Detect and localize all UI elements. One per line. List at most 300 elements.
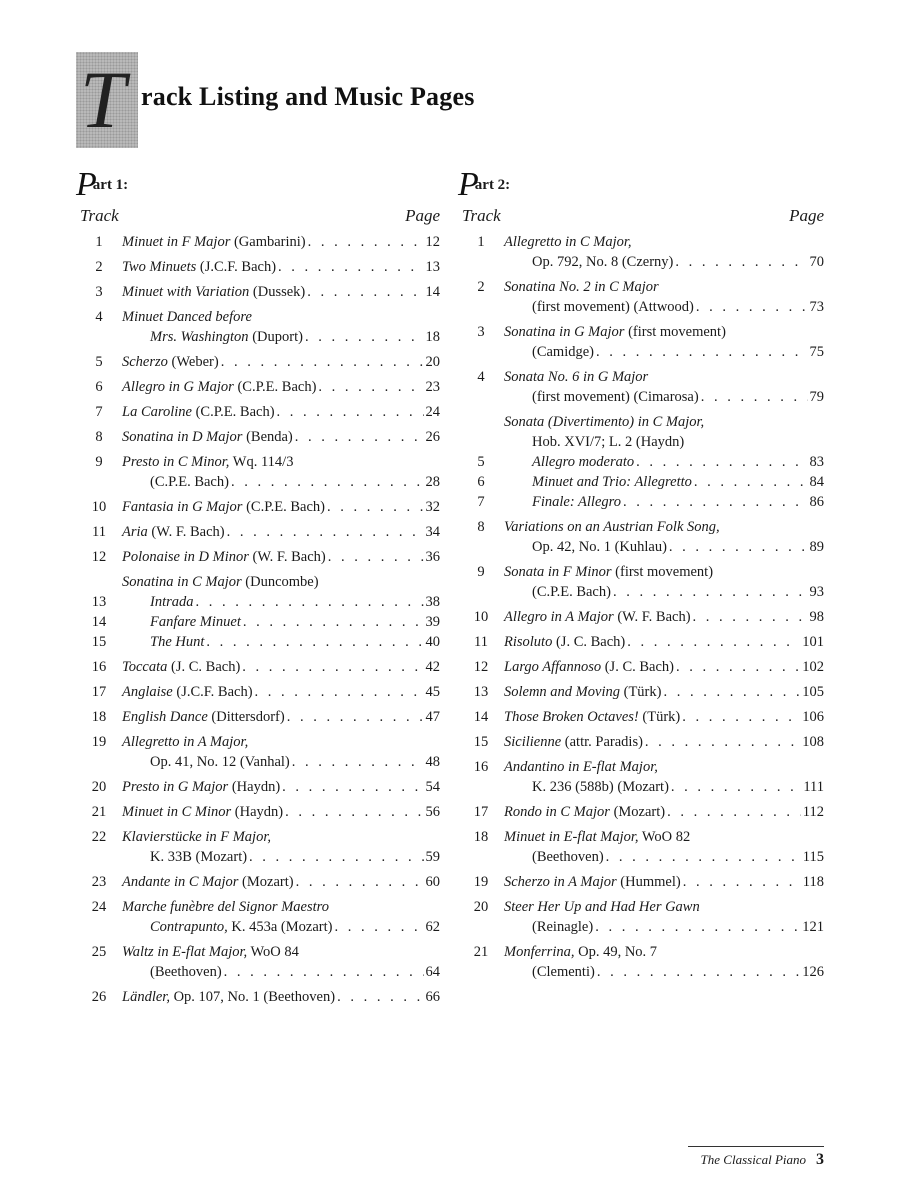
leader-dots bbox=[694, 472, 808, 492]
page-number-ref: 98 bbox=[809, 609, 824, 625]
piece-title: Waltz in E-flat Major, bbox=[122, 944, 248, 960]
entry-line bbox=[122, 612, 440, 632]
piece-title: Minuet in F Major bbox=[122, 234, 231, 250]
leader-dots bbox=[676, 657, 800, 677]
leader-dots bbox=[243, 612, 424, 632]
page-number-ref: 112 bbox=[802, 804, 824, 820]
page-number-ref: 23 bbox=[425, 379, 440, 395]
page-number-ref: 79 bbox=[809, 389, 824, 405]
entry-line bbox=[122, 657, 440, 677]
page-header-label: Page bbox=[789, 206, 824, 225]
entry-line bbox=[504, 802, 824, 822]
track-number: 13 bbox=[91, 594, 107, 610]
piece-title: The Hunt bbox=[150, 634, 205, 650]
entry-line bbox=[122, 592, 440, 612]
piece-detail: Op. 41, No. 12 (Vanhal) bbox=[150, 754, 290, 770]
track-number: 3 bbox=[95, 284, 103, 300]
piece-detail: (Türk) bbox=[619, 684, 662, 700]
page-title: rack Listing and Music Pages bbox=[141, 82, 475, 111]
track-number: 7 bbox=[95, 404, 103, 420]
entry-line bbox=[122, 497, 440, 517]
entry-line bbox=[504, 657, 824, 677]
track-entry bbox=[76, 427, 440, 447]
leader-dots bbox=[683, 872, 801, 892]
piece-title: Sonata No. 6 in G Major bbox=[504, 369, 649, 385]
page-number-ref: 47 bbox=[425, 709, 440, 725]
entry-line bbox=[504, 232, 824, 252]
track-number: 10 bbox=[91, 499, 107, 515]
piece-detail: (Beethoven) bbox=[532, 849, 604, 865]
track-entry bbox=[76, 232, 440, 252]
entry-line bbox=[504, 432, 824, 452]
piece-title: Allegro moderato bbox=[532, 454, 635, 470]
piece-title: Polonaise in D Minor bbox=[122, 549, 249, 565]
entry-line bbox=[122, 547, 440, 567]
piece-detail: (first movement) bbox=[624, 324, 726, 340]
piece-title: La Caroline bbox=[122, 404, 192, 420]
track-entry bbox=[458, 707, 824, 727]
entry-line bbox=[122, 472, 440, 492]
piece-title: Intrada bbox=[150, 594, 194, 610]
track-entry bbox=[76, 592, 440, 612]
track-entry bbox=[458, 657, 824, 677]
leader-dots bbox=[318, 377, 423, 397]
piece-title: Presto in G Major bbox=[122, 779, 229, 795]
track-number: 12 bbox=[91, 549, 107, 565]
piece-detail: (Camidge) bbox=[532, 344, 595, 360]
leader-dots bbox=[287, 707, 424, 727]
leader-dots bbox=[675, 252, 807, 272]
piece-detail: (Clementi) bbox=[532, 964, 595, 980]
leader-dots bbox=[334, 917, 423, 937]
piece-detail: (Mozart) bbox=[609, 804, 666, 820]
part-2-rest: art 2: bbox=[474, 177, 511, 193]
entry-line bbox=[122, 307, 440, 327]
piece-detail: (first movement) (Attwood) bbox=[532, 299, 694, 315]
piece-detail: (J. C. Bach) bbox=[552, 634, 626, 650]
entry-line bbox=[122, 282, 440, 302]
piece-title: Two Minuets bbox=[122, 259, 197, 275]
leader-dots bbox=[227, 522, 424, 542]
track-number: 19 bbox=[91, 734, 107, 750]
part-1-entries bbox=[76, 232, 440, 1007]
page-number-ref: 59 bbox=[425, 849, 440, 865]
track-entry bbox=[76, 377, 440, 397]
page-number-ref: 18 bbox=[425, 329, 440, 345]
entry-line bbox=[122, 987, 440, 1007]
piece-detail: (J.C.F. Bach) bbox=[196, 259, 277, 275]
entry-line bbox=[122, 942, 440, 962]
piece-title: Ländler, bbox=[122, 989, 170, 1005]
entry-line bbox=[122, 897, 440, 917]
piece-title: Risoluto bbox=[504, 634, 553, 650]
piece-title: Largo Affannoso bbox=[504, 659, 602, 675]
piece-detail: (C.P.E. Bach) bbox=[191, 404, 275, 420]
leader-dots bbox=[308, 232, 424, 252]
entry-line bbox=[504, 342, 824, 362]
entry-line bbox=[504, 897, 824, 917]
entry-line bbox=[504, 607, 824, 627]
leader-dots bbox=[645, 732, 800, 752]
track-entry bbox=[76, 682, 440, 702]
leader-dots bbox=[196, 592, 424, 612]
leader-dots bbox=[627, 632, 800, 652]
piece-title: Sonatina No. 2 in C Major bbox=[504, 279, 659, 295]
page-number-ref: 28 bbox=[425, 474, 440, 490]
track-number bbox=[458, 412, 504, 452]
track-entry bbox=[76, 732, 440, 772]
leader-dots bbox=[305, 327, 424, 347]
piece-detail: (first movement) bbox=[611, 564, 714, 580]
track-entry bbox=[76, 612, 440, 632]
leader-dots bbox=[328, 547, 424, 567]
entry-line bbox=[122, 572, 440, 592]
piece-detail: Op. 792, No. 8 (Czerny) bbox=[532, 254, 674, 270]
piece-detail: (C.P.E. Bach) bbox=[150, 474, 229, 490]
leader-dots bbox=[282, 777, 423, 797]
entry-line bbox=[122, 872, 440, 892]
track-entry bbox=[458, 277, 824, 317]
page-number-ref: 62 bbox=[425, 919, 440, 935]
piece-title: Mrs. Washington bbox=[150, 329, 249, 345]
piece-title: Steer Her Up and Had Her Gawn bbox=[504, 899, 700, 915]
part-2-column bbox=[458, 168, 824, 987]
piece-detail: (first movement) (Cimarosa) bbox=[532, 389, 699, 405]
page-footer bbox=[688, 1146, 824, 1169]
piece-detail: (Duport) bbox=[248, 329, 303, 345]
piece-title: Allegro in A Major bbox=[504, 609, 614, 625]
track-number: 1 bbox=[95, 234, 103, 250]
track-number: 23 bbox=[91, 874, 107, 890]
track-number: 5 bbox=[477, 454, 485, 470]
entry-line bbox=[122, 752, 440, 772]
leader-dots bbox=[242, 657, 423, 677]
piece-detail: (J. C. Bach) bbox=[167, 659, 241, 675]
leader-dots bbox=[249, 847, 423, 867]
part-2-entries bbox=[458, 232, 824, 982]
leader-dots bbox=[613, 582, 808, 602]
piece-detail: (Türk) bbox=[638, 709, 681, 725]
part-1-rest: art 1: bbox=[92, 177, 129, 193]
track-entry bbox=[458, 472, 824, 492]
track-number: 4 bbox=[477, 369, 485, 385]
page-number-ref: 42 bbox=[425, 659, 440, 675]
entry-line bbox=[122, 777, 440, 797]
piece-title: Fanfare Minuet bbox=[150, 614, 241, 630]
entry-line bbox=[122, 327, 440, 347]
leader-dots bbox=[696, 297, 808, 317]
piece-detail: (W. F. Bach) bbox=[248, 549, 326, 565]
track-entry bbox=[458, 607, 824, 627]
piece-title: Those Broken Octaves! bbox=[504, 709, 639, 725]
track-number: 6 bbox=[95, 379, 103, 395]
page-number: 3 bbox=[816, 1151, 824, 1168]
track-entry bbox=[458, 452, 824, 472]
entry-line bbox=[122, 682, 440, 702]
track-number: 18 bbox=[473, 829, 489, 845]
piece-title: Allegretto in C Major, bbox=[504, 234, 632, 250]
track-entry bbox=[76, 827, 440, 867]
piece-detail: (C.P.E. Bach) bbox=[242, 499, 325, 515]
track-entry bbox=[76, 707, 440, 727]
footer-rule bbox=[688, 1146, 824, 1147]
page-header bbox=[76, 52, 676, 152]
piece-title: Sonatina in D Major bbox=[122, 429, 243, 445]
page-number-ref: 105 bbox=[802, 684, 824, 700]
entry-line bbox=[504, 827, 824, 847]
track-number: 20 bbox=[473, 899, 489, 915]
leader-dots bbox=[296, 872, 424, 892]
leader-dots bbox=[606, 847, 801, 867]
page-number-ref: 66 bbox=[425, 989, 440, 1005]
track-number: 22 bbox=[91, 829, 107, 845]
track-number: 19 bbox=[473, 874, 489, 890]
page-number-ref: 12 bbox=[425, 234, 440, 250]
entry-line bbox=[122, 352, 440, 372]
entry-line bbox=[504, 452, 824, 472]
entry-line bbox=[122, 452, 440, 472]
piece-title: Marche funèbre del Signor Maestro bbox=[122, 899, 329, 915]
page-number-ref: 84 bbox=[809, 474, 824, 490]
entry-line bbox=[504, 367, 824, 387]
entry-line bbox=[504, 472, 824, 492]
track-entry bbox=[458, 897, 824, 937]
track-entry bbox=[458, 322, 824, 362]
entry-line bbox=[122, 802, 440, 822]
entry-line bbox=[504, 917, 824, 937]
track-entry bbox=[458, 632, 824, 652]
entry-line bbox=[504, 387, 824, 407]
piece-detail: Op. 49, No. 7 bbox=[574, 944, 658, 960]
entry-line bbox=[122, 827, 440, 847]
track-number: 12 bbox=[473, 659, 489, 675]
page-number-ref: 115 bbox=[802, 849, 824, 865]
dropcap-letter: T bbox=[80, 54, 126, 145]
entry-line bbox=[504, 777, 824, 797]
entry-line bbox=[122, 732, 440, 752]
page-number-ref: 39 bbox=[425, 614, 440, 630]
track-entry bbox=[76, 942, 440, 982]
leader-dots bbox=[663, 682, 800, 702]
page-number-ref: 24 bbox=[425, 404, 440, 420]
page-number-ref: 102 bbox=[802, 659, 824, 675]
piece-detail: Hob. XVI/7; L. 2 (Haydn) bbox=[532, 434, 685, 450]
piece-detail: K. 453a (Mozart) bbox=[227, 919, 333, 935]
piece-detail: (Duncombe) bbox=[241, 574, 319, 590]
track-entry bbox=[458, 942, 824, 982]
leader-dots bbox=[671, 777, 801, 797]
track-number: 8 bbox=[95, 429, 103, 445]
leader-dots bbox=[669, 537, 808, 557]
piece-title: Fantasia in G Major bbox=[122, 499, 243, 515]
entry-line bbox=[504, 412, 824, 432]
track-entry bbox=[76, 897, 440, 937]
page-number-ref: 93 bbox=[809, 584, 824, 600]
entry-line bbox=[504, 962, 824, 982]
page-number-ref: 13 bbox=[425, 259, 440, 275]
track-number: 21 bbox=[91, 804, 107, 820]
piece-detail: (W. F. Bach) bbox=[147, 524, 225, 540]
piece-detail: (Gambarini) bbox=[230, 234, 306, 250]
track-entry bbox=[458, 827, 824, 867]
piece-detail: WoO 82 bbox=[638, 829, 691, 845]
page-number-ref: 73 bbox=[809, 299, 824, 315]
page-number-ref: 64 bbox=[425, 964, 440, 980]
track-number: 20 bbox=[91, 779, 107, 795]
piece-detail: (Reinagle) bbox=[532, 919, 594, 935]
track-number: 16 bbox=[91, 659, 107, 675]
piece-title: Presto in C Minor, bbox=[122, 454, 230, 470]
part-2-heading bbox=[458, 168, 824, 202]
piece-detail: (J.C.F. Bach) bbox=[172, 684, 253, 700]
page-header-label: Page bbox=[405, 206, 440, 225]
track-number bbox=[76, 572, 122, 592]
piece-title: English Dance bbox=[122, 709, 208, 725]
track-entry bbox=[458, 682, 824, 702]
entry-line bbox=[504, 322, 824, 342]
track-entry bbox=[76, 497, 440, 517]
entry-line bbox=[122, 962, 440, 982]
piece-detail: Op. 107, No. 1 (Beethoven) bbox=[169, 989, 336, 1005]
leader-dots bbox=[327, 497, 424, 517]
track-number: 14 bbox=[91, 614, 107, 630]
part-2-cap: P bbox=[458, 166, 479, 203]
track-header: Track bbox=[80, 206, 119, 225]
piece-detail: Op. 42, No. 1 (Kuhlau) bbox=[532, 539, 667, 555]
leader-dots bbox=[292, 752, 424, 772]
leader-dots bbox=[285, 802, 423, 822]
track-entry bbox=[76, 632, 440, 652]
piece-detail: WoO 84 bbox=[247, 944, 299, 960]
track-number: 21 bbox=[473, 944, 489, 960]
track-entry bbox=[458, 872, 824, 892]
page-number-ref: 54 bbox=[425, 779, 440, 795]
piece-title: Sonatina in C Major bbox=[122, 574, 242, 590]
page-number-ref: 75 bbox=[809, 344, 824, 360]
piece-detail: (Weber) bbox=[167, 354, 219, 370]
leader-dots bbox=[231, 472, 424, 492]
piece-detail: K. 236 (588b) (Mozart) bbox=[532, 779, 669, 795]
track-number: 10 bbox=[473, 609, 489, 625]
piece-detail: (attr. Paradis) bbox=[561, 734, 643, 750]
page-number-ref: 89 bbox=[809, 539, 824, 555]
track-entry bbox=[76, 402, 440, 422]
piece-detail: (Haydn) bbox=[228, 779, 281, 795]
piece-title: Klavierstücke in F Major, bbox=[122, 829, 272, 845]
track-entry bbox=[458, 562, 824, 602]
leader-dots bbox=[623, 492, 808, 512]
track-number: 5 bbox=[95, 354, 103, 370]
track-number: 11 bbox=[92, 524, 106, 540]
track-entry bbox=[458, 802, 824, 822]
page-number-ref: 20 bbox=[425, 354, 440, 370]
piece-title: Andante in C Major bbox=[122, 874, 239, 890]
track-entry bbox=[76, 572, 440, 592]
track-number: 1 bbox=[477, 234, 485, 250]
page-number-ref: 60 bbox=[425, 874, 440, 890]
track-entry bbox=[458, 757, 824, 797]
leader-dots bbox=[682, 707, 800, 727]
track-header: Track bbox=[462, 206, 501, 225]
piece-detail: (Dussek) bbox=[249, 284, 306, 300]
entry-line bbox=[504, 492, 824, 512]
leader-dots bbox=[277, 402, 424, 422]
track-entry bbox=[76, 352, 440, 372]
page-number-ref: 40 bbox=[425, 634, 440, 650]
track-number: 2 bbox=[95, 259, 103, 275]
entry-line bbox=[504, 682, 824, 702]
track-number: 25 bbox=[91, 944, 107, 960]
track-number: 9 bbox=[95, 454, 103, 470]
track-entry bbox=[458, 492, 824, 512]
piece-title: Andantino in E-flat Major, bbox=[504, 759, 658, 775]
leader-dots bbox=[693, 607, 808, 627]
track-number: 6 bbox=[477, 474, 485, 490]
track-number: 4 bbox=[95, 309, 103, 325]
leader-dots bbox=[636, 452, 807, 472]
piece-detail: Wq. 114/3 bbox=[229, 454, 294, 470]
piece-title: Aria bbox=[122, 524, 148, 540]
entry-line bbox=[122, 232, 440, 252]
footer-title: The Classical Piano bbox=[700, 1152, 806, 1167]
entry-line bbox=[122, 917, 440, 937]
piece-title: Scherzo bbox=[122, 354, 168, 370]
page-number-ref: 26 bbox=[425, 429, 440, 445]
entry-line bbox=[122, 847, 440, 867]
part-2-column-headers bbox=[458, 206, 824, 230]
track-entry bbox=[76, 257, 440, 277]
track-entry bbox=[76, 522, 440, 542]
track-number: 8 bbox=[477, 519, 485, 535]
entry-line bbox=[504, 252, 824, 272]
entry-line bbox=[504, 277, 824, 297]
entry-line bbox=[122, 707, 440, 727]
page-number-ref: 118 bbox=[802, 874, 824, 890]
entry-line bbox=[504, 297, 824, 317]
entry-line bbox=[122, 402, 440, 422]
track-number: 15 bbox=[473, 734, 489, 750]
leader-dots bbox=[667, 802, 801, 822]
piece-detail: (Hummel) bbox=[616, 874, 681, 890]
entry-line bbox=[504, 757, 824, 777]
page-number-ref: 38 bbox=[425, 594, 440, 610]
piece-detail: (C.P.E. Bach) bbox=[233, 379, 317, 395]
track-entry bbox=[76, 872, 440, 892]
entry-line bbox=[122, 377, 440, 397]
entry-line bbox=[122, 632, 440, 652]
page-number-ref: 121 bbox=[802, 919, 824, 935]
track-entry bbox=[76, 452, 440, 492]
track-entry bbox=[76, 307, 440, 347]
track-number: 26 bbox=[91, 989, 107, 1005]
track-entry bbox=[76, 777, 440, 797]
page-number-ref: 34 bbox=[425, 524, 440, 540]
piece-detail: (Benda) bbox=[242, 429, 293, 445]
track-entry bbox=[76, 987, 440, 1007]
piece-title: Variations on an Austrian Folk Song, bbox=[504, 519, 720, 535]
track-number: 17 bbox=[91, 684, 107, 700]
part-1-column bbox=[76, 168, 440, 1012]
piece-detail: (Mozart) bbox=[238, 874, 294, 890]
page-number-ref: 86 bbox=[809, 494, 824, 510]
track-entry bbox=[76, 802, 440, 822]
track-entry bbox=[458, 412, 824, 452]
entry-line bbox=[504, 707, 824, 727]
dropcap-box bbox=[76, 52, 138, 148]
leader-dots bbox=[206, 632, 423, 652]
piece-title: Finale: Allegro bbox=[532, 494, 621, 510]
entry-line bbox=[504, 537, 824, 557]
